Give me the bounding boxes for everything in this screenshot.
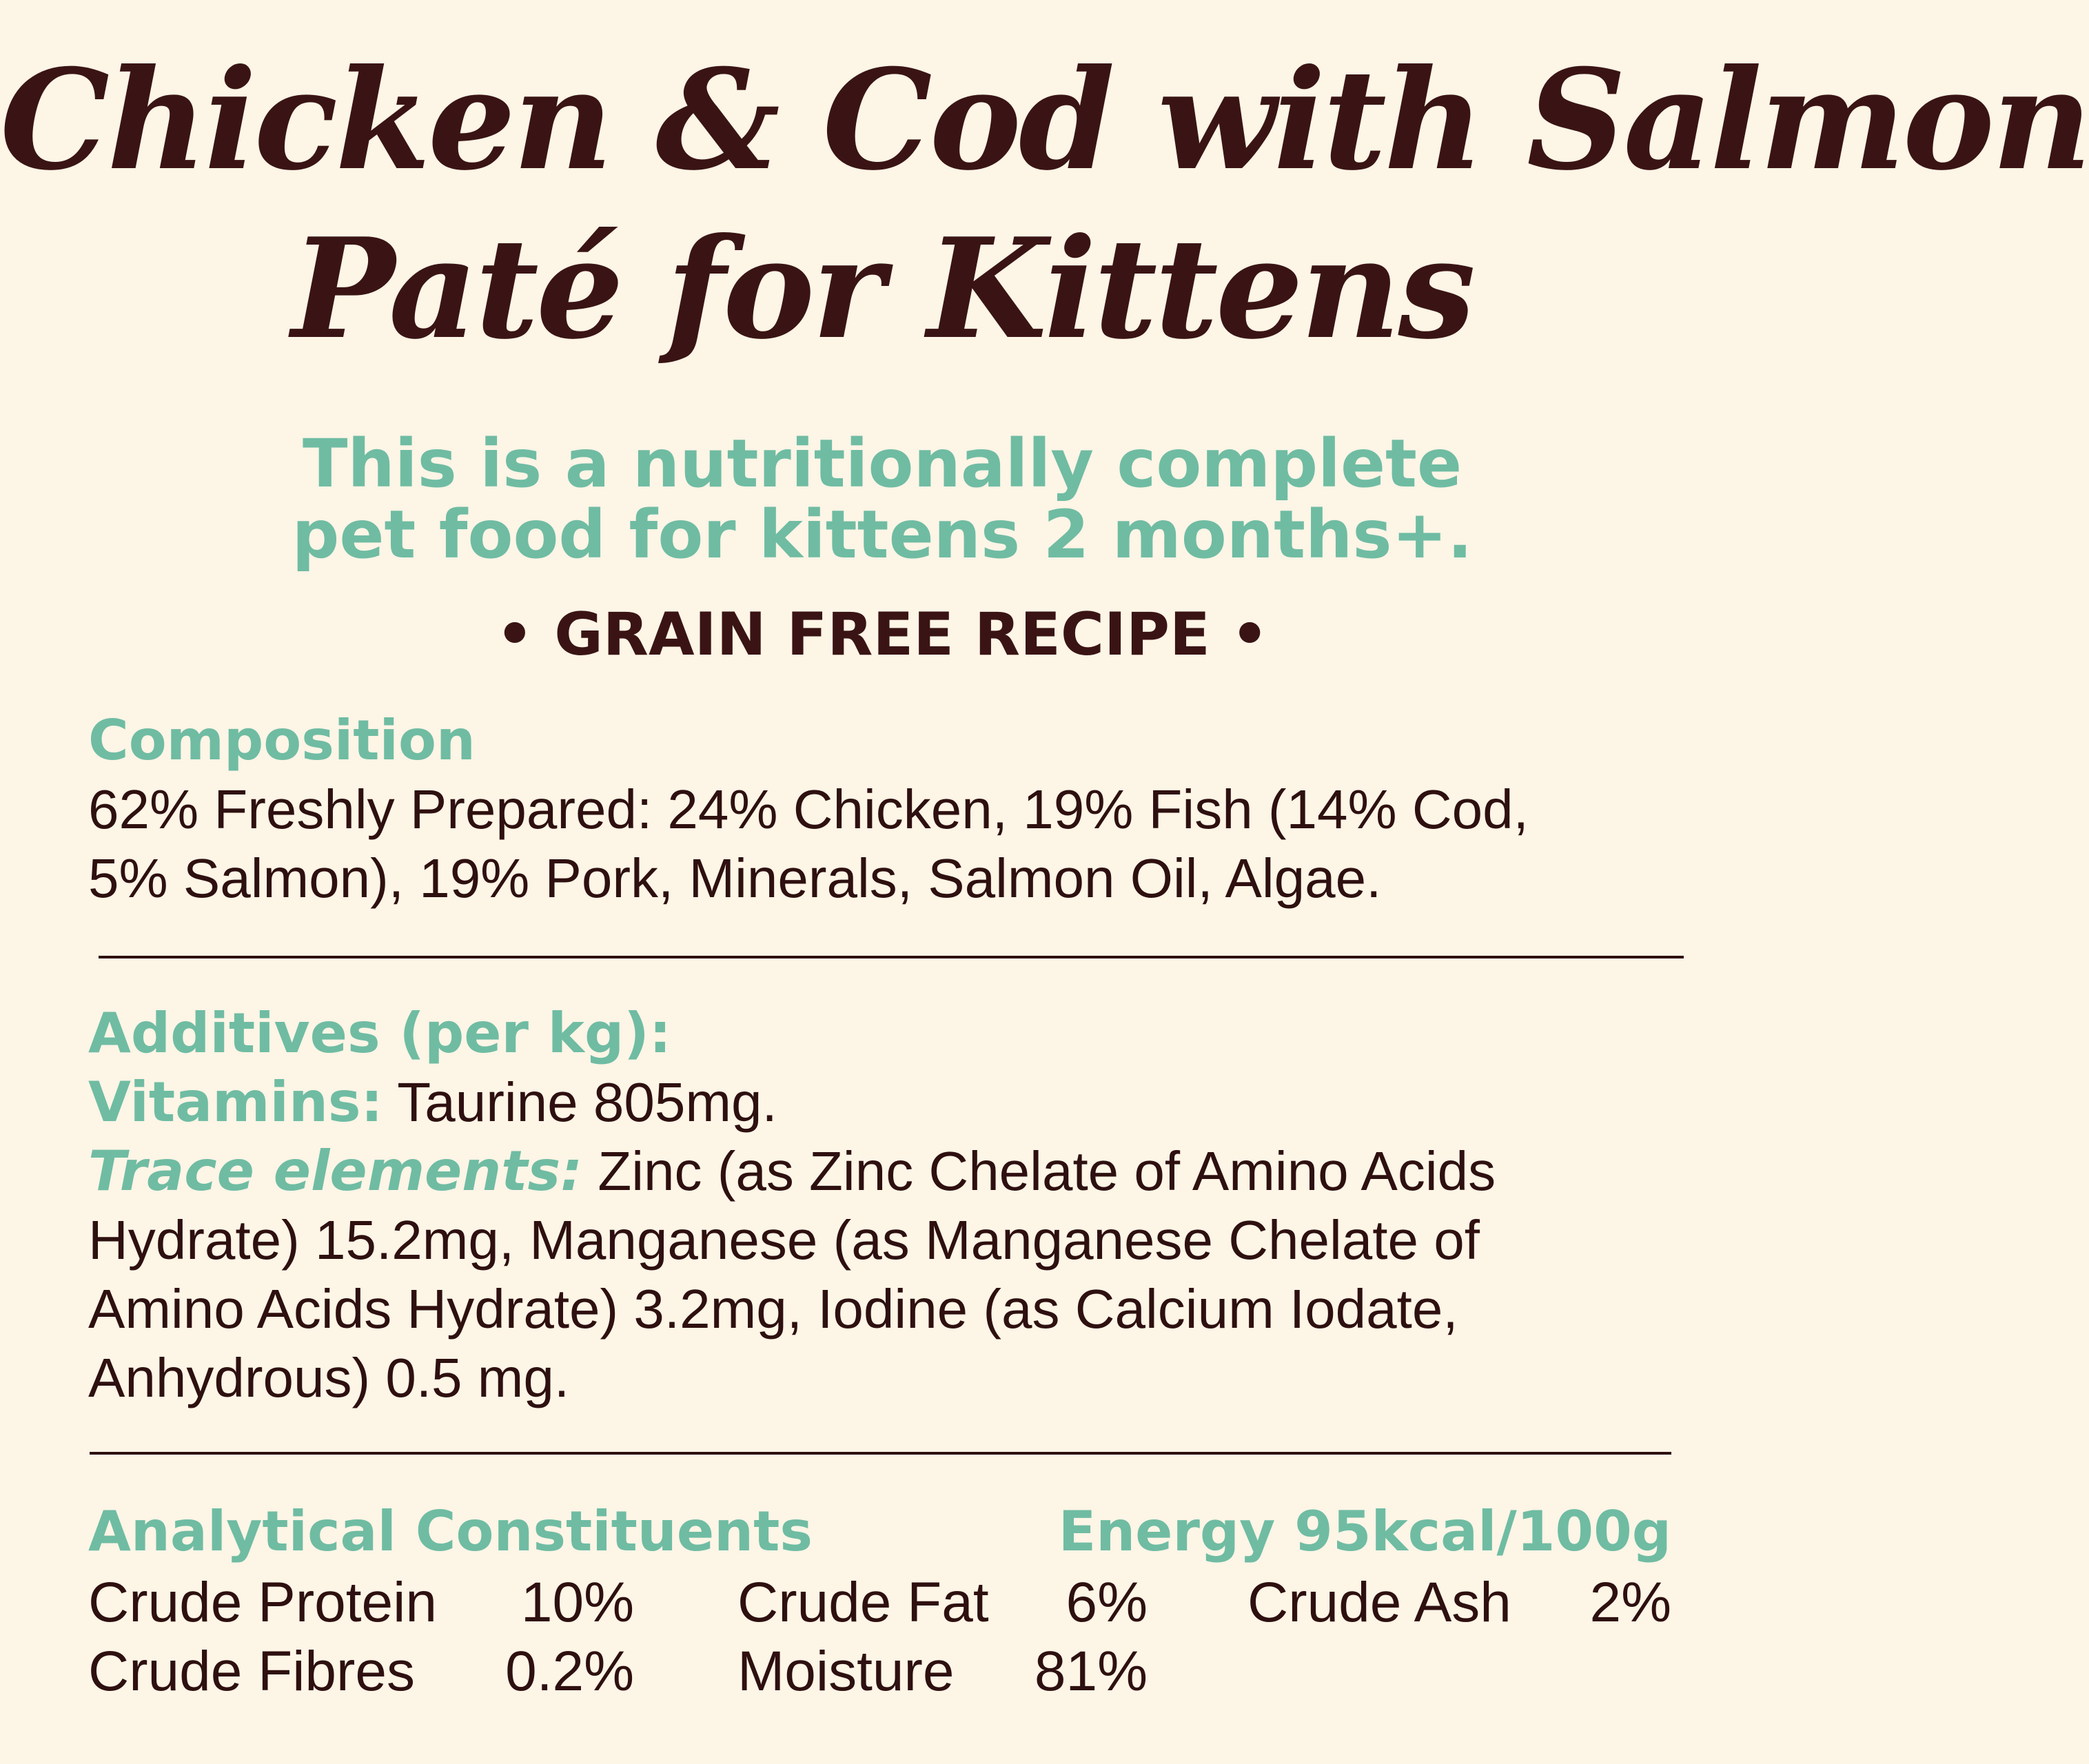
constituent-value: 6%	[1066, 1571, 1148, 1634]
constituent-value: 0.2%	[505, 1640, 634, 1703]
vitamins-value: Taurine 805mg.	[383, 1071, 777, 1133]
vitamins-line	[88, 1070, 777, 1134]
constituent-value: 2%	[1589, 1571, 1671, 1634]
subtitle-line-1: This is a nutritionally complete	[302, 425, 1463, 502]
constituent-value: 81%	[1034, 1640, 1148, 1703]
trace-elements-line-1	[88, 1139, 1496, 1203]
divider-2	[90, 1452, 1671, 1455]
product-title-line-2: Paté for Kittens	[291, 208, 1474, 370]
trace-elements-value-1: Zinc (as Zinc Chelate of Amino Acids	[582, 1140, 1496, 1202]
analytical-heading: Analytical Constituents	[88, 1499, 813, 1563]
composition-line-1: 62% Freshly Prepared: 24% Chicken, 19% Fish (14% Cod,	[88, 779, 1529, 840]
divider-1	[99, 956, 1684, 958]
subtitle-line-2: pet food for kittens 2 months+.	[292, 496, 1473, 573]
composition-line-2: 5% Salmon), 19% Pork, Minerals, Salmon Oil, Algae.	[88, 848, 1382, 909]
constituent-label: Crude Protein	[88, 1571, 437, 1634]
grain-free-badge: • GRAIN FREE RECIPE •	[496, 600, 1269, 669]
composition-heading: Composition	[88, 708, 476, 772]
constituent-value: 10%	[520, 1571, 634, 1634]
trace-elements-label: Trace elements:	[88, 1139, 583, 1203]
trace-elements-line-2: Hydrate) 15.2mg, Manganese (as Manganese Chelate of	[88, 1209, 1480, 1271]
constituent-label: Crude Fat	[737, 1571, 989, 1634]
product-title-line-1: Chicken & Cod with Salmon	[0, 39, 2089, 201]
constituent-label: Moisture	[737, 1640, 955, 1703]
energy-value: Energy 95kcal/100g	[1058, 1499, 1671, 1563]
constituent-label: Crude Fibres	[88, 1640, 415, 1703]
vitamins-label: Vitamins:	[88, 1070, 383, 1134]
trace-elements-line-4: Anhydrous) 0.5 mg.	[88, 1347, 570, 1408]
constituent-label: Crude Ash	[1247, 1571, 1511, 1634]
additives-heading: Additives (per kg):	[88, 1001, 671, 1065]
trace-elements-line-3: Amino Acids Hydrate) 3.2mg, Iodine (as Calcium Iodate,	[88, 1278, 1458, 1340]
